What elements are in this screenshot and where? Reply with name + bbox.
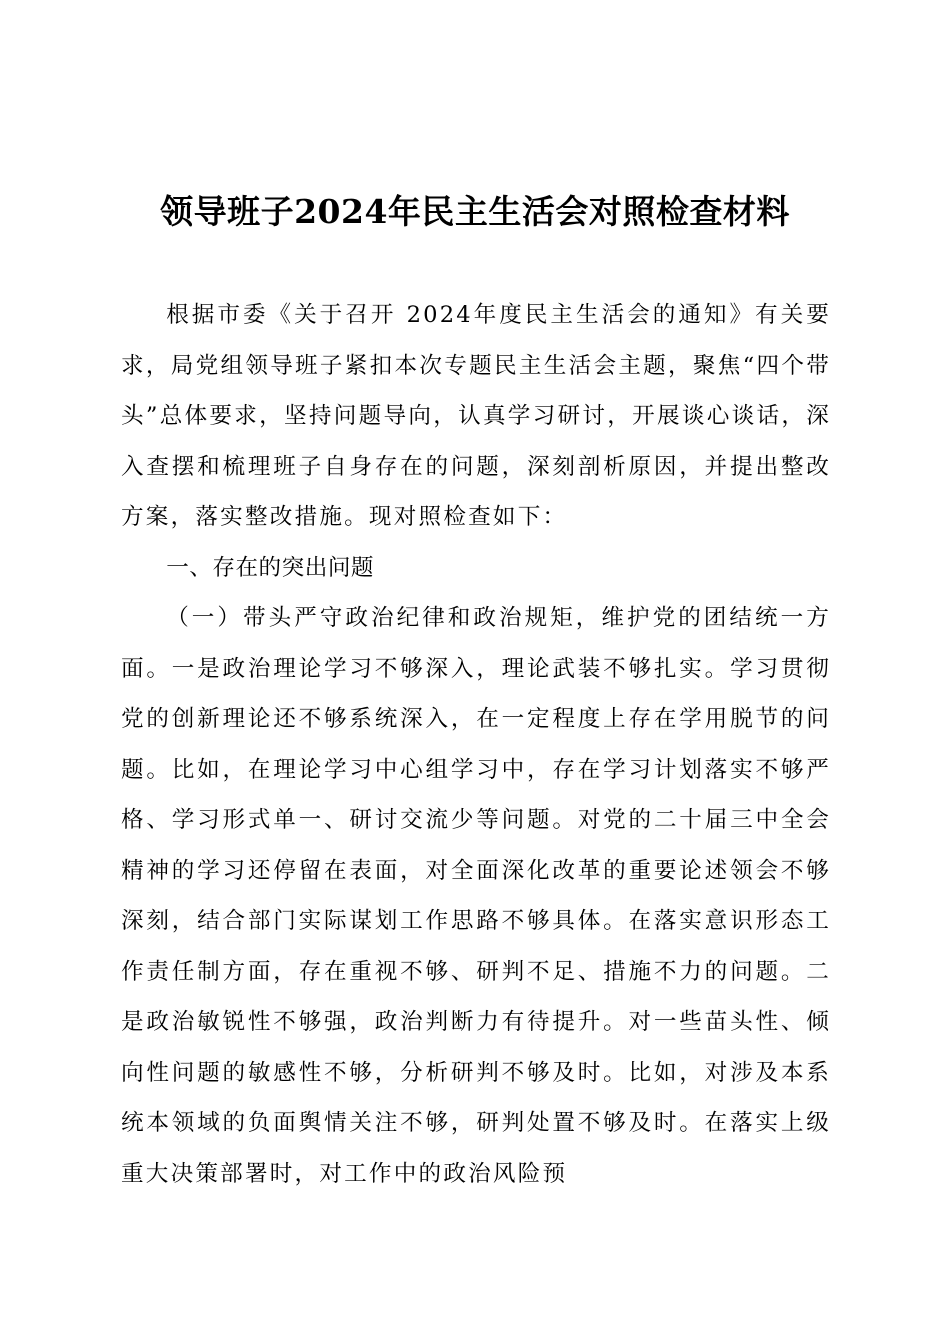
document-title: 领导班子2024年民主生活会对照检查材料 <box>160 192 790 231</box>
document-body <box>121 290 831 1199</box>
section-paragraph: （一）带头严守政治纪律和政治规矩，维护党的团结统一方面。一是政治理论学习不够深入，理论武装不够扎实。学习贯彻党的创新理论还不够系统深入，在一定程度上存在学用脱节的问题。比如，在理论学习中心组学习中，存在学习计划落实不够严格、学习形式单一、研讨交流少等问题。对党的二十届三中全会精神的学习还停留在表面，对全面深化改革的重要论述领会不够深刻，结合部门实际谋划工作思路不够具体。在落实意识形态工作责任制方面，存在重视不够、研判不足、措施不力的问题。二是政治敏锐性不够强，政治判断力有待提升。对一些苗头性、倾向性问题的敏感性不够，分析研判不够及时。比如，对涉及本系统本领域的负面舆情关注不够，研判处置不够及时。在落实上级重大决策部署时，对工作中的政治风险预 <box>121 605 831 1187</box>
section-heading: 一、存在的突出问题 <box>166 554 375 581</box>
intro-paragraph: 根据市委《关于召开 2024年度民主生活会的通知》有关要求，局党组领导班子紧扣本次专题民主生活会主题，聚焦“四个带头”总体要求，坚持问题导向，认真学习研讨，开展谈心谈话，深入查摆和梳理班子自身存在的问题，深刻剖析原因，并提出整改方案，落实整改措施。现对照检查如下： <box>121 302 831 530</box>
